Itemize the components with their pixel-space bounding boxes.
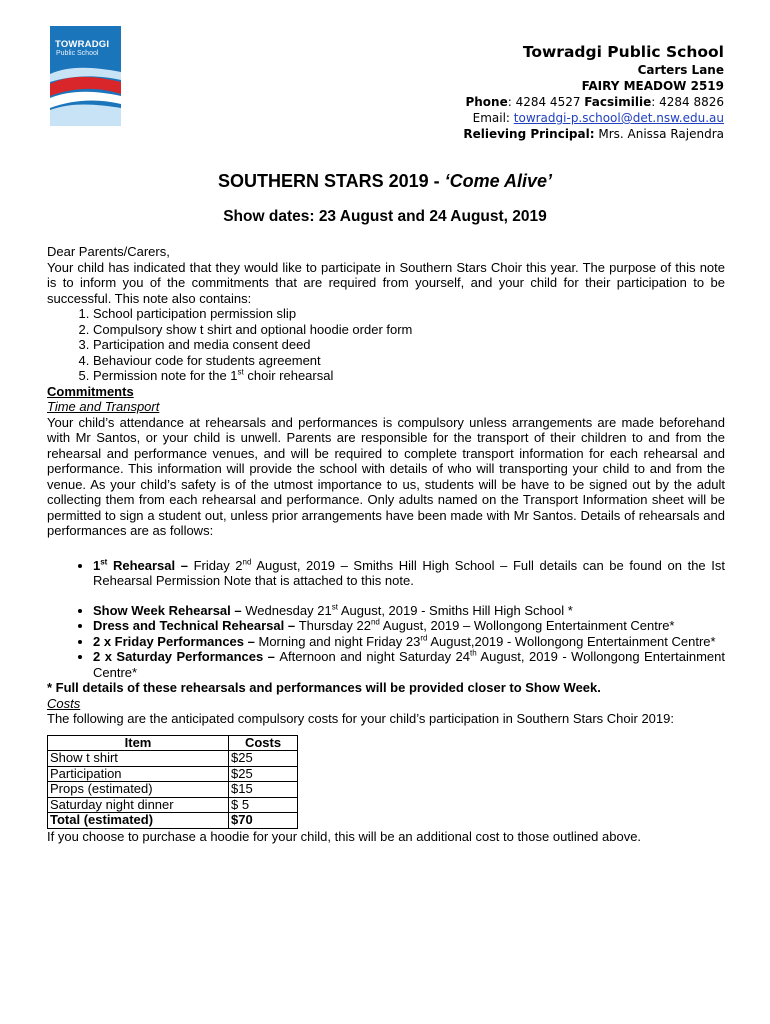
email-link[interactable]: towradgi-p.school@det.nsw.edu.au <box>513 111 724 125</box>
document-title: SOUTHERN STARS 2019 - ‘Come Alive’ <box>217 171 553 191</box>
event-friday-performances: • 2 x Friday Performances – Morning and night Friday 23rd August,2019 - Wollongong Entertainment Centre* <box>93 634 725 650</box>
table-total-row: Total (estimated) $70 <box>48 813 298 829</box>
table-row: Show t shirt $25 <box>48 751 298 767</box>
intro-paragraph: Your child has indicated that they would like to participate in Southern Stars Choir this year. The purpose of this note is to inform you of the commitments that are required from yourself, and your child for their participation to be successful. This note also contains: <box>47 259 725 306</box>
costs-paragraph: The following are the anticipated compulsory costs for your child’s participation in Southern Stars Choir 2019: <box>47 711 674 726</box>
logo-title: TOWRADGI <box>55 39 110 50</box>
commitments-paragraph: Your child’s attendance at rehearsals and performances is compulsory unless arrangements are made beforehand with Mr Santos, or your child is unwell. Parents are responsible for the transport of their children to and from the rehearsal and performance venues, and will be required to complete transport information for each rehearsal and performance. This information will provide the school with details of who will transporting your child to and from the venue. As your child’s safety is of the utmost importance to us, students will be have to be signed out by the adult collecting them from each rehearsal and performance. Only adults named on the Transport Information sheet will be permitted to sign a student out, unless prior arrangements have been made with Mr Santos. Details of rehearsals and performances are as follows: <box>47 414 725 538</box>
event-saturday-performances: • 2 x Saturday Performances – Afternoon and night Saturday 24th August, 2019 - Wollongong Entertainment Centre* <box>93 649 725 680</box>
list-item: 3. Participation and media consent deed <box>93 337 725 353</box>
show-dates-heading: Show dates: 23 August and 24 August, 2019 <box>223 208 547 225</box>
event-first-rehearsal: • 1st Rehearsal – Friday 2nd August, 2019 – Smiths Hill High School – Full details can be found on the Ist Rehearsal Permission Note that is attached to this note. <box>93 558 725 589</box>
table-header-row <box>48 735 298 751</box>
time-transport-subheading: Time and Transport <box>47 399 160 414</box>
table-row: Props (estimated) $15 <box>48 782 298 798</box>
hoodie-note: If you choose to purchase a hoodie for your child, this will be an additional cost to those outlined above. <box>47 828 642 844</box>
column-header-costs: Costs <box>229 735 298 751</box>
details-note: * Full details of these rehearsals and performances will be provided closer to Show Week. <box>47 680 601 695</box>
school-name: Towradgi Public School <box>522 43 724 61</box>
street-address: Carters Lane <box>637 63 724 77</box>
events-list <box>47 558 725 681</box>
principal-line: Relieving Principal: Mrs. Anissa Rajendra <box>463 127 724 141</box>
contents-list <box>47 306 725 384</box>
event-dress-technical: • Dress and Technical Rehearsal – Thursday 22nd August, 2019 – Wollongong Entertainment Centre* <box>93 618 725 634</box>
costs-table <box>47 735 298 829</box>
phone-fax-line: Phone: 4284 4527 Facsimilie: 4284 8826 <box>465 95 724 109</box>
logo-wave-graphic <box>50 60 121 126</box>
salutation: Dear Parents/Carers, <box>47 244 170 259</box>
school-header <box>463 42 724 142</box>
letter-body <box>47 244 725 844</box>
table-row: Participation $25 <box>48 766 298 782</box>
suburb-postcode: FAIRY MEADOW 2519 <box>581 79 724 93</box>
costs-heading: Costs <box>47 695 81 711</box>
list-item: 4. Behaviour code for students agreement <box>93 353 725 369</box>
list-item: 2. Compulsory show t shirt and optional hoodie order form <box>93 322 725 338</box>
event-show-week-rehearsal: • Show Week Rehearsal – Wednesday 21st August, 2019 - Smiths Hill High School * <box>93 603 725 619</box>
table-row: Saturday night dinner $ 5 <box>48 797 298 813</box>
column-header-item: Item <box>48 735 229 751</box>
commitments-heading: Commitments <box>47 383 134 399</box>
email-line: Email: towradgi-p.school@det.nsw.edu.au <box>472 111 724 125</box>
list-item: 5. Permission note for the 1st choir rehearsal <box>93 368 725 384</box>
list-item: 1. School participation permission slip <box>93 306 725 322</box>
logo-subtitle: Public School <box>56 50 99 57</box>
school-logo <box>50 26 121 126</box>
